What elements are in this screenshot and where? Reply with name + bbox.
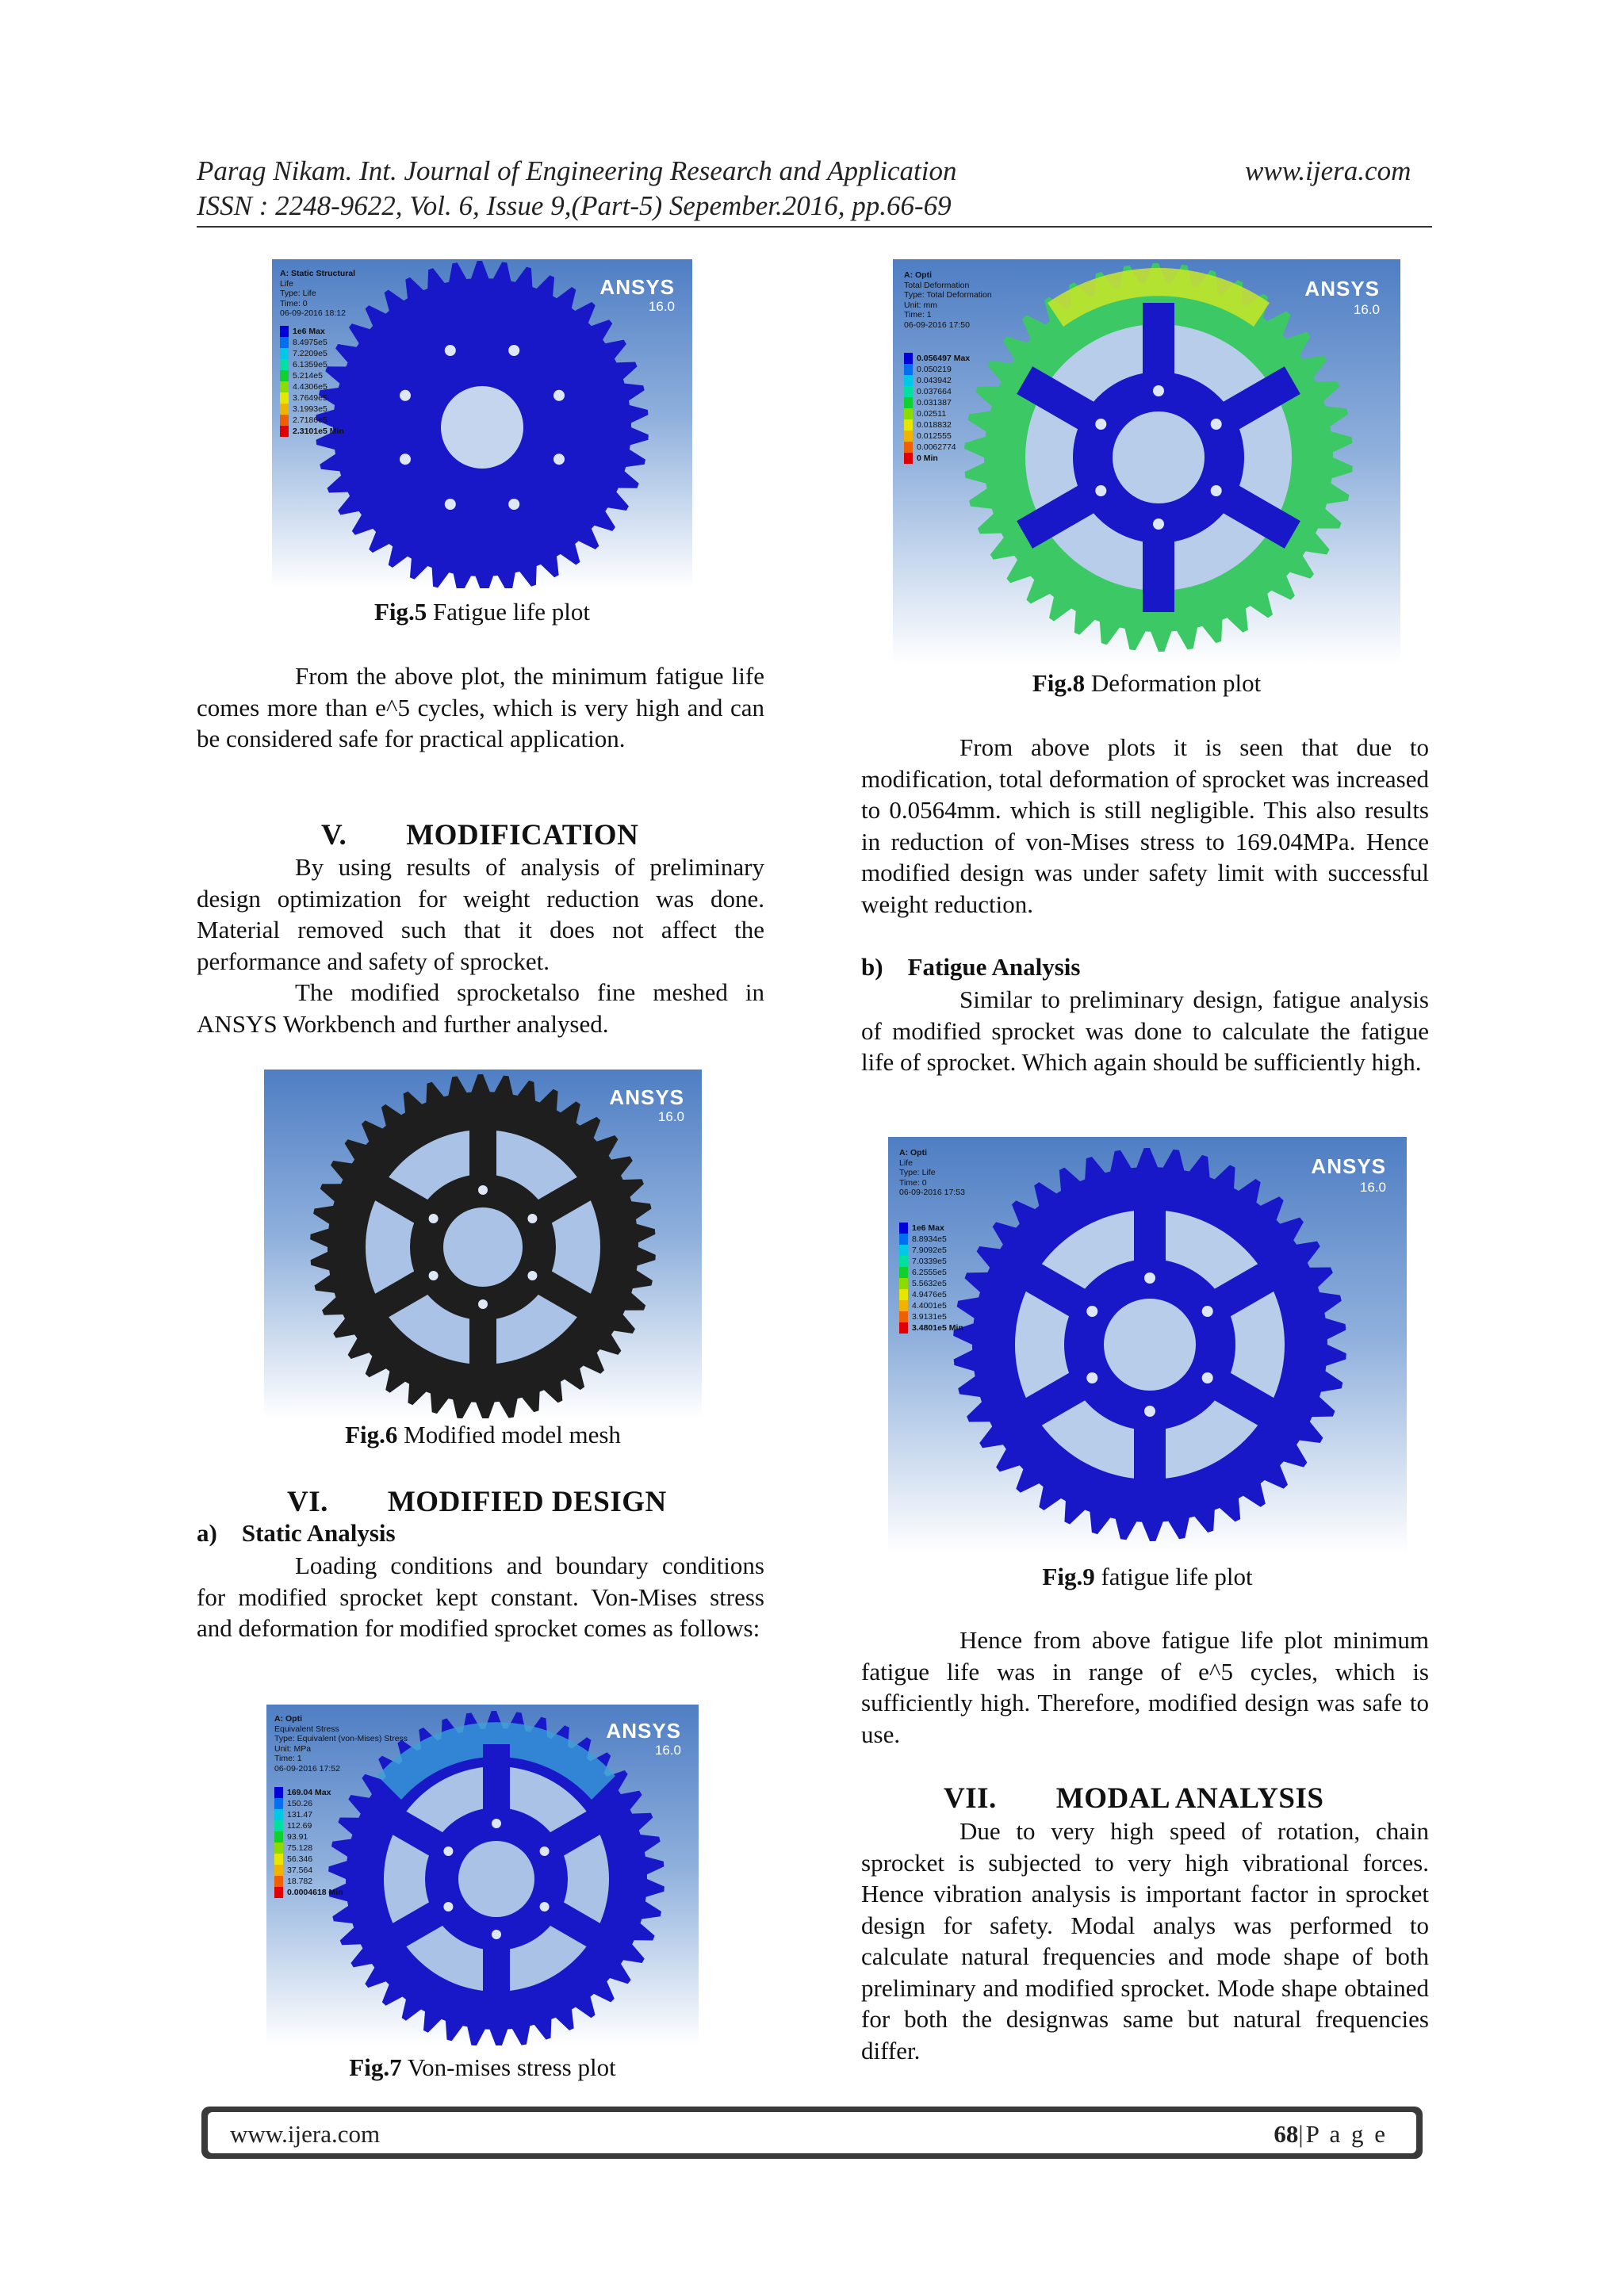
info-line: A: Opti (274, 1714, 302, 1724)
legend-value: 3.9131e5 (912, 1312, 947, 1322)
legend-value: 150.26 (287, 1799, 313, 1808)
sprocket-mesh-model (264, 1070, 702, 1418)
bolt-hole (527, 1271, 537, 1280)
paragraph-text: The modified sprocketalso fine meshed in ANSYS Workbench and further analysed. (197, 978, 764, 1038)
legend-value: 0 Min (917, 453, 938, 463)
legend-swatch (904, 397, 913, 408)
bolt-hole (429, 1214, 439, 1223)
sprocket-bore (443, 1207, 523, 1287)
legend-row (904, 386, 970, 397)
info-line: 06-09-2016 17:53 (899, 1188, 965, 1198)
info-line: A: Static Structural (280, 269, 356, 278)
bolt-hole (478, 1185, 488, 1195)
legend-value: 7.0339e5 (912, 1257, 947, 1266)
legend-row (899, 1256, 963, 1267)
paragraph-text: Due to very high speed of rotation, chain sprocket is subjected to very high vibrational forces. Hence vibration analysis is important factor in sprocket design for safety. Modal analys was performed to calculate natural frequencies and mode shape of both preliminary and modified sprocket. Mode shape obtained for both the designwas same but natural frequencies differ. (861, 1817, 1429, 2064)
bolt-hole (443, 1846, 453, 1856)
legend-value: 37.564 (287, 1866, 313, 1875)
ansys-logo: ANSYS (1311, 1154, 1386, 1178)
legend-swatch (899, 1256, 908, 1267)
paragraph-text: From the above plot, the minimum fatigue life comes more than e^5 cycles, which is very high and can be considered safe for practical application. (197, 662, 764, 752)
info-line: Type: Total Deformation (904, 290, 992, 300)
legend-row (280, 426, 344, 437)
legend-value: 5.214e5 (293, 371, 323, 381)
figure-8-caption (893, 669, 1400, 698)
legend-row (274, 1876, 343, 1887)
info-line: Time: 1 (274, 1754, 302, 1764)
bolt-hole (1086, 1306, 1097, 1317)
paragraph-text: Similar to preliminary design, fatigue analysis of modified sprocket was done to calculate the fatigue life of sprocket. Which again should be sufficiently high. (861, 985, 1429, 1076)
legend-swatch (274, 1887, 283, 1898)
legend-row (899, 1223, 963, 1234)
journal-header-citation: Parag Nikam. Int. Journal of Engineering Research and Application (197, 155, 957, 186)
legend-row (899, 1278, 963, 1289)
legend-value: 3.7649e5 (293, 393, 327, 403)
legend-row (274, 1843, 343, 1854)
info-line: Time: 0 (280, 298, 308, 308)
legend-swatch (280, 426, 289, 437)
paragraph-text: From above plots it is seen that due to modification, total deformation of sprocket was increased to 0.0564mm. which is still negligible. This also results in reduction of von-Mises stress to 169.04MPa. Hence modified design was under safety limit with successful weight reduction. (861, 733, 1429, 918)
legend-value: 0.012555 (917, 431, 952, 441)
info-line: Life (899, 1158, 913, 1168)
legend-swatch (280, 392, 289, 404)
legend-swatch (904, 375, 913, 386)
right-paragraph-4 (861, 1816, 1429, 2066)
sprocket-bore (441, 386, 523, 469)
legend-row (899, 1300, 963, 1311)
legend-swatch (274, 1787, 283, 1798)
legend-swatch (280, 404, 289, 415)
legend-value: 0.043942 (917, 376, 952, 385)
legend-swatch (904, 430, 913, 442)
legend-row (280, 392, 344, 404)
legend-swatch (274, 1809, 283, 1820)
legend-value: 3.4801e5 Min (912, 1323, 963, 1333)
legend-swatch (274, 1843, 283, 1854)
legend-swatch (899, 1300, 908, 1311)
legend-swatch (280, 326, 289, 337)
legend-row (280, 381, 344, 392)
info-line: Equivalent Stress (274, 1724, 339, 1734)
legend-value: 0.031387 (917, 398, 952, 408)
legend-row (904, 430, 970, 442)
legend-swatch (280, 415, 289, 426)
figure-caption-text: Fatigue life plot (433, 598, 591, 626)
legend-value: 18.782 (287, 1877, 313, 1886)
legend-row (280, 415, 344, 426)
legend-value: 7.9092e5 (912, 1246, 947, 1255)
header-rule (197, 226, 1432, 228)
legend-value: 4.4001e5 (912, 1301, 947, 1311)
legend-swatch (280, 337, 289, 348)
bolt-hole (1211, 419, 1222, 430)
legend-swatch (904, 442, 913, 453)
info-line: A: Opti (904, 270, 932, 280)
legend-swatch (274, 1854, 283, 1865)
footer-url[interactable]: www.ijera.com (230, 2120, 381, 2148)
legend-row (899, 1267, 963, 1278)
figure-caption-text: fatigue life plot (1101, 1563, 1253, 1590)
figure-label: Fig.9 (1042, 1563, 1095, 1590)
paragraph-text: By using results of analysis of preliminary design optimization for weight reduction was done. Material removed such that it does not affect the performance and safety of sprocket. (197, 853, 764, 975)
bolt-hole (540, 1846, 550, 1856)
legend-row (904, 408, 970, 419)
legend-value: 2.7186e5 (293, 415, 327, 425)
legend-value: 2.3101e5 Min (293, 427, 344, 436)
result-info (904, 270, 992, 331)
legend-row (899, 1322, 963, 1334)
legend-swatch (280, 348, 289, 359)
legend-row (274, 1820, 343, 1831)
ansys-version: 16.0 (1353, 302, 1380, 317)
figure-caption-text: Modified model mesh (404, 1421, 621, 1448)
legend-row (899, 1289, 963, 1300)
legend-row (899, 1245, 963, 1256)
bolt-hole (1211, 485, 1222, 496)
legend-swatch (899, 1245, 908, 1256)
info-line: Unit: mm (904, 300, 937, 310)
bolt-hole (540, 1902, 550, 1911)
left-paragraph-2 (197, 851, 764, 1039)
result-info (280, 269, 355, 319)
bolt-hole (1153, 519, 1164, 530)
legend-value: 93.91 (287, 1832, 308, 1842)
bolt-hole (445, 345, 456, 356)
legend-value: 6.1359e5 (293, 360, 327, 369)
legend-value: 8.8934e5 (912, 1234, 947, 1244)
section-heading-vi: VI. MODIFIED DESIGN (287, 1486, 667, 1518)
info-line: 06-09-2016 18:12 (280, 308, 346, 319)
figure-8-deformation (893, 259, 1400, 664)
legend-value: 1e6 Max (293, 327, 325, 336)
page-number (1274, 2120, 1388, 2149)
legend-row (274, 1865, 343, 1876)
legend-value: 3.1993e5 (293, 404, 327, 414)
figure-label: Fig.5 (373, 598, 427, 626)
bolt-hole (1202, 1372, 1213, 1383)
legend-row (899, 1234, 963, 1245)
legend-value: 0.037664 (917, 387, 952, 396)
bolt-hole (1144, 1272, 1155, 1284)
legend-swatch (899, 1322, 908, 1334)
ansys-logo: ANSYS (609, 1085, 684, 1109)
info-line: Type: Life (899, 1168, 936, 1178)
legend-swatch (899, 1234, 908, 1245)
legend-row (280, 326, 344, 337)
legend-swatch (274, 1798, 283, 1809)
legend-value: 0.056497 Max (917, 354, 971, 363)
legend-value: 0.050219 (917, 365, 952, 374)
legend-value: 169.04 Max (287, 1788, 331, 1797)
legend-swatch (274, 1865, 283, 1876)
paragraph-text: Hence from above fatigue life plot minimum fatigue life was in range of e^5 cycles, which is sufficiently high. Therefore, modified design was safe to use. (861, 1626, 1429, 1748)
bolt-hole (1095, 419, 1106, 430)
right-paragraph-3 (861, 1624, 1429, 1750)
legend-swatch (280, 370, 289, 381)
legend-swatch (904, 386, 913, 397)
figure-6-caption (264, 1421, 702, 1449)
section-heading-v: V. MODIFICATION (321, 819, 639, 851)
legend-swatch (904, 364, 913, 375)
legend-value: 75.128 (287, 1843, 313, 1853)
page-word: |P a g e (1298, 2120, 1388, 2148)
color-legend (274, 1787, 343, 1898)
legend-row (904, 353, 970, 364)
legend-row (274, 1787, 343, 1798)
legend-row (280, 404, 344, 415)
legend-row (274, 1887, 343, 1898)
bolt-hole (1086, 1372, 1097, 1383)
legend-value: 5.5632e5 (912, 1279, 947, 1288)
legend-swatch (280, 381, 289, 392)
legend-swatch (899, 1267, 908, 1278)
legend-swatch (904, 419, 913, 430)
page-footer (201, 2107, 1423, 2159)
legend-swatch (280, 359, 289, 370)
legend-row (274, 1854, 343, 1865)
info-line: Unit: MPa (274, 1743, 312, 1754)
bolt-hole (1153, 385, 1164, 396)
bolt-hole (1202, 1306, 1213, 1317)
figure-5-caption (272, 598, 692, 626)
figure-9-caption (888, 1563, 1407, 1591)
info-line: 06-09-2016 17:50 (904, 320, 970, 330)
bolt-hole (400, 390, 411, 401)
info-line: 06-09-2016 17:52 (274, 1763, 340, 1774)
bolt-hole (429, 1271, 439, 1280)
ansys-version: 16.0 (1359, 1180, 1386, 1195)
legend-value: 56.346 (287, 1854, 313, 1864)
ansys-version: 16.0 (657, 1109, 684, 1124)
journal-header-url[interactable]: www.ijera.com (1245, 155, 1411, 186)
legend-value: 1e6 Max (912, 1223, 944, 1233)
legend-row (280, 370, 344, 381)
sprocket-bore (458, 1841, 534, 1917)
legend-row (280, 348, 344, 359)
figure-5-fatigue-life (272, 259, 692, 588)
figure-6-mesh (264, 1070, 702, 1418)
legend-row (274, 1798, 343, 1809)
right-paragraph-1 (861, 732, 1429, 920)
legend-swatch (899, 1278, 908, 1289)
legend-row (280, 337, 344, 348)
legend-swatch (274, 1876, 283, 1887)
info-line: Total Deformation (904, 280, 970, 290)
bolt-hole (527, 1214, 537, 1223)
result-info (274, 1714, 408, 1774)
color-legend (280, 326, 344, 437)
info-line: Time: 1 (904, 310, 932, 320)
figure-label: Fig.7 (349, 2053, 402, 2081)
figure-label: Fig.6 (345, 1421, 398, 1448)
bolt-hole (492, 1819, 501, 1828)
legend-row (274, 1831, 343, 1843)
subsection-static-analysis: a) Static Analysis (197, 1519, 396, 1547)
bolt-hole (553, 453, 565, 465)
bolt-hole (400, 453, 411, 465)
figure-9-fatigue-life (888, 1137, 1407, 1553)
paragraph-text: Loading conditions and boundary conditions for modified sprocket kept constant. Von-Mises stress and deformation for modified sprocket comes as follows: (197, 1552, 764, 1642)
figure-7-von-mises (266, 1705, 699, 2045)
legend-row (904, 364, 970, 375)
bolt-hole (445, 499, 456, 510)
left-paragraph-3 (197, 1550, 764, 1644)
ansys-version: 16.0 (648, 299, 675, 314)
legend-value: 0.0062774 (917, 442, 956, 452)
legend-value: 131.47 (287, 1810, 313, 1820)
legend-value: 7.2209e5 (293, 349, 327, 358)
left-paragraph-1 (197, 660, 764, 755)
color-legend (899, 1223, 963, 1334)
ansys-logo: ANSYS (599, 275, 675, 299)
bolt-hole (508, 499, 519, 510)
sprocket-bore (1104, 1299, 1196, 1391)
legend-swatch (274, 1820, 283, 1831)
ansys-logo: ANSYS (1304, 277, 1380, 300)
bolt-hole (492, 1930, 501, 1939)
subsection-fatigue-analysis: b) Fatigue Analysis (861, 953, 1081, 981)
legend-row (904, 375, 970, 386)
legend-row (274, 1809, 343, 1820)
bolt-hole (1095, 485, 1106, 496)
info-line: Life (280, 278, 293, 289)
legend-swatch (274, 1831, 283, 1843)
legend-row (904, 453, 970, 464)
figure-caption-text: Von-mises stress plot (407, 2053, 616, 2081)
info-line: A: Opti (899, 1148, 927, 1158)
figure-caption-text: Deformation plot (1090, 669, 1262, 697)
legend-value: 0.018832 (917, 420, 952, 430)
legend-swatch (904, 408, 913, 419)
legend-value: 8.4975e5 (293, 338, 327, 347)
legend-value: 6.2555e5 (912, 1268, 947, 1277)
journal-header-issn: ISSN : 2248-9622, Vol. 6, Issue 9,(Part-5) Sepember.2016, pp.66-69 (197, 190, 952, 221)
ansys-logo: ANSYS (606, 1719, 681, 1743)
color-legend (904, 353, 970, 464)
sprocket-fatigue-plot-modified (888, 1137, 1407, 1553)
bolt-hole (443, 1902, 453, 1911)
legend-swatch (904, 453, 913, 464)
bolt-hole (478, 1299, 488, 1309)
section-heading-vii: VII. MODAL ANALYSIS (944, 1782, 1324, 1815)
legend-row (904, 442, 970, 453)
right-paragraph-2 (861, 984, 1429, 1078)
figure-7-caption (266, 2053, 699, 2082)
legend-value: 4.4306e5 (293, 382, 327, 392)
page-number-value: 68 (1274, 2120, 1299, 2148)
legend-value: 0.0004618 Min (287, 1888, 343, 1897)
ansys-version: 16.0 (654, 1743, 681, 1758)
info-line: Type: Equivalent (von-Mises) Stress (274, 1734, 408, 1744)
legend-row (904, 397, 970, 408)
info-line: Type: Life (280, 289, 316, 299)
legend-value: 0.02511 (917, 409, 947, 419)
legend-row (280, 359, 344, 370)
legend-swatch (899, 1223, 908, 1234)
figure-label: Fig.8 (1032, 669, 1086, 697)
legend-row (904, 419, 970, 430)
result-info (899, 1148, 965, 1198)
sprocket-bore (1113, 411, 1205, 503)
legend-value: 112.69 (287, 1821, 312, 1831)
legend-swatch (904, 353, 913, 364)
bolt-hole (553, 390, 565, 401)
bolt-hole (1144, 1406, 1155, 1417)
legend-swatch (899, 1289, 908, 1300)
legend-value: 4.9476e5 (912, 1290, 947, 1299)
info-line: Time: 0 (899, 1177, 927, 1188)
legend-row (899, 1311, 963, 1322)
legend-swatch (899, 1311, 908, 1322)
bolt-hole (508, 345, 519, 356)
